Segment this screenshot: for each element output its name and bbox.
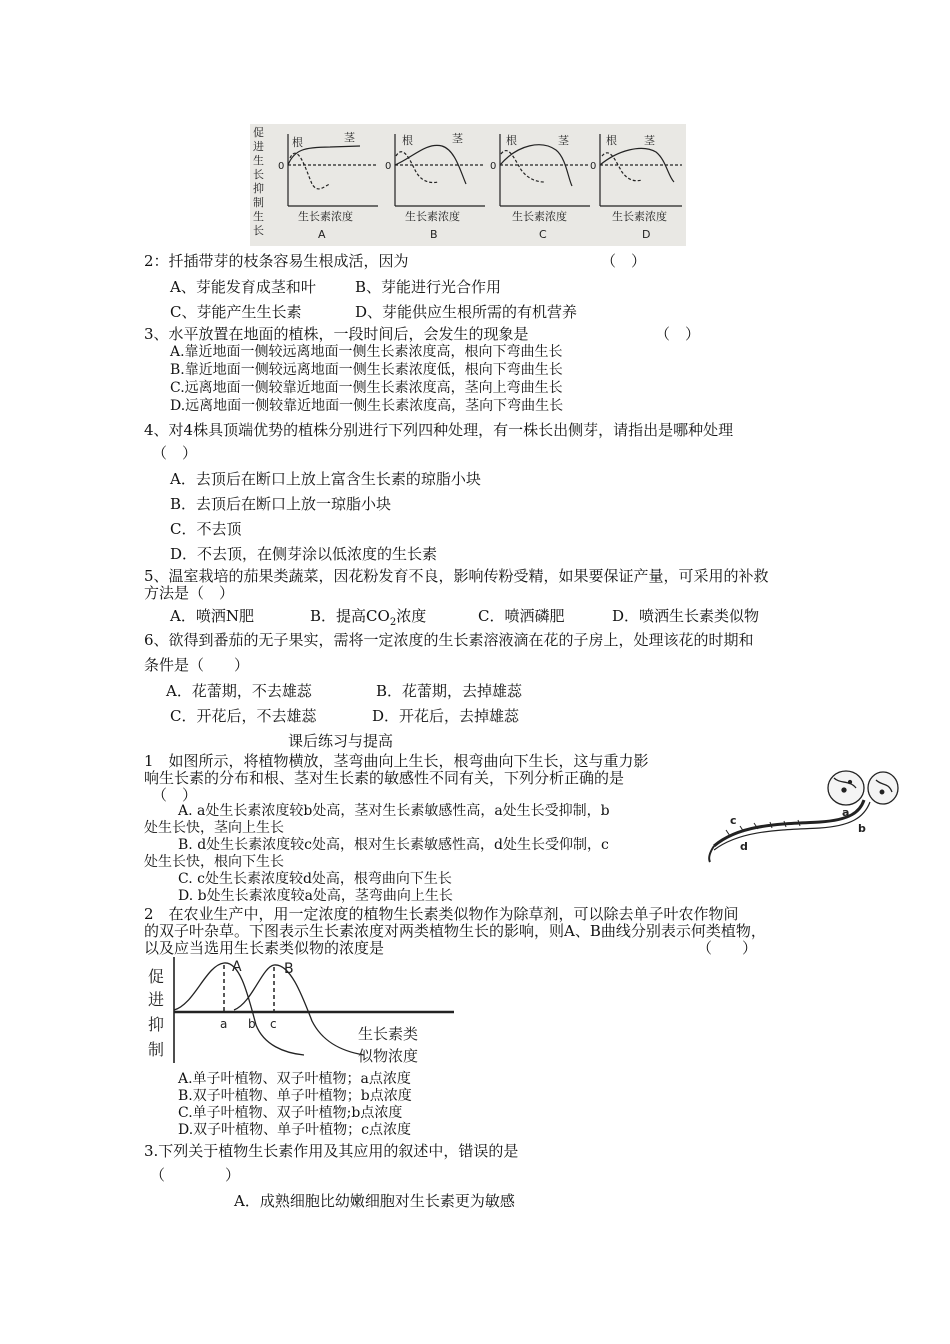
- plant-label-b: b: [858, 822, 866, 835]
- q6-option-b[interactable]: B．花蕾期，去掉雄蕊: [376, 682, 523, 700]
- y-label-char: 制: [148, 1040, 165, 1059]
- curve-a-label: A: [232, 959, 242, 975]
- y-label-char: 生: [253, 210, 264, 223]
- q3-option-c[interactable]: C.远离地面一侧较靠近地面一侧生长素浓度高，茎向上弯曲生长: [170, 380, 563, 396]
- panel-letter: D: [642, 228, 651, 241]
- y-label-char: 促: [148, 967, 165, 986]
- p1-option-a-line2: 处生长快，茎向上生长: [144, 820, 284, 836]
- x-axis-label: 生长素浓度: [512, 210, 567, 223]
- q3-option-b[interactable]: B.靠近地面一侧较远离地面一侧生长素浓度低，根向下弯曲生长: [170, 362, 563, 378]
- q5-stem-line1: 5、温室栽培的茄果类蔬菜，因花粉发育不良，影响传粉受精，如果要保证产量，可采用的补救: [144, 567, 769, 585]
- p3-answer-paren[interactable]: （ ）: [150, 1166, 241, 1184]
- q5-stem-line2: 方法是（ ）: [144, 584, 235, 602]
- p1-option-b-line1[interactable]: B. d处生长素浓度较c处高，根对生长素敏感性高，d处生长受仰制，c: [178, 837, 609, 853]
- y-label-char: 进: [148, 990, 165, 1009]
- p1-stem-line1: 1 如图所示，将植物横放，茎弯曲向上生长，根弯曲向下生长，这与重力影: [144, 752, 649, 770]
- q4-option-a[interactable]: A．去顶后在断口上放上富含生长素的琼脂小块: [170, 470, 481, 488]
- q3-stem: 3、水平放置在地面的植株，一段时间后，会发生的现象是: [144, 325, 529, 343]
- p2-option-d[interactable]: D.双子叶植物、单子叶植物；c点浓度: [178, 1122, 412, 1138]
- x-axis-label-line2: 似物浓度: [358, 1047, 419, 1065]
- y-label-char: 进: [253, 140, 264, 153]
- stem-label: 茎: [644, 134, 655, 147]
- x-axis-label: 生长素浓度: [298, 210, 353, 223]
- q3-answer-paren[interactable]: （ ）: [655, 325, 701, 343]
- q2-option-b[interactable]: B、芽能进行光合作用: [355, 278, 502, 296]
- q4-answer-paren[interactable]: （ ）: [152, 444, 198, 462]
- plant-label-a: a: [842, 806, 850, 819]
- q6-option-c[interactable]: C．开花后，不去雄蕊: [170, 707, 317, 725]
- q6-option-a[interactable]: A．花蕾期，不去雄蕊: [166, 682, 312, 700]
- p2-answer-paren[interactable]: （ ）: [697, 939, 758, 957]
- p1-option-c[interactable]: C. c处生长素浓度较d处高，根弯曲向下生长: [178, 871, 452, 887]
- q5-option-b-pre: B．提高CO: [310, 607, 390, 625]
- p2-option-b[interactable]: B.双子叶植物、单子叶植物；b点浓度: [178, 1088, 412, 1104]
- plant-label-d: d: [740, 840, 748, 853]
- q4-stem: 4、对4株具顶端优势的植株分别进行下列四种处理，有一株长出侧芽，请指出是哪种处理: [144, 421, 734, 439]
- p2-stem-line3: 以及应当选用生长素类似物的浓度是: [144, 939, 385, 957]
- tick-a-label: a: [220, 1017, 228, 1031]
- y-label-char: 长: [253, 168, 264, 181]
- q3-option-d[interactable]: D.远离地面一侧较靠近地面一侧生长素浓度高，茎向下弯曲生长: [170, 398, 564, 414]
- p1-answer-paren[interactable]: （ ）: [152, 786, 198, 804]
- x-axis-label: 生长素浓度: [405, 210, 460, 223]
- q5-option-b-post: 浓度: [396, 607, 427, 625]
- root-label: 根: [292, 136, 303, 149]
- q2-answer-paren[interactable]: （ ）: [601, 252, 647, 270]
- tick-c-label: c: [270, 1017, 277, 1031]
- panel-letter: C: [539, 228, 547, 241]
- p3-option-a[interactable]: A．成熟细胞比幼嫩细胞对生长素更为敏感: [234, 1192, 515, 1210]
- root-label: 根: [606, 134, 617, 147]
- q2-option-d[interactable]: D、芽能供应生根所需的有机营养: [355, 303, 578, 321]
- zero-label: 0: [590, 161, 597, 172]
- zero-label: 0: [490, 161, 497, 172]
- p1-option-a-line1[interactable]: A. a处生长素浓度较b处高，茎对生长素敏感性高，a处生长受抑制，b: [178, 803, 610, 819]
- plant-label-c: c: [730, 814, 737, 827]
- stem-label: 茎: [558, 134, 569, 147]
- figure-auxin-curves: [250, 124, 686, 246]
- x-axis-label: 生长素浓度: [612, 210, 667, 223]
- q5-option-c[interactable]: C．喷洒磷肥: [478, 607, 565, 625]
- panel-letter: B: [430, 228, 438, 241]
- y-label-char: 生: [253, 154, 264, 167]
- q2-option-a[interactable]: A、芽能发育成茎和叶: [170, 278, 316, 296]
- q6-stem-line1: 6、欲得到番茄的无子果实，需将一定浓度的生长素溶液滴在花的子房上，处理该花的时期和: [144, 631, 754, 649]
- q4-option-b[interactable]: B．去顶后在断口上放一琼脂小块: [170, 495, 392, 513]
- q6-stem-line2: 条件是（ ）: [144, 656, 250, 674]
- root-label: 根: [402, 134, 413, 147]
- q6-option-d[interactable]: D．开花后，去掉雄蕊: [372, 707, 520, 725]
- y-label-char: 抑: [253, 182, 264, 195]
- p2-option-c[interactable]: C.单子叶植物、双子叶植物;b点浓度: [178, 1105, 403, 1121]
- y-label-char: 抑: [148, 1015, 165, 1034]
- p1-stem-line2: 响生长素的分布和根、茎对生长素的敏感性不同有关，下列分析正确的是: [144, 769, 625, 787]
- q5-option-b[interactable]: [310, 607, 426, 632]
- q4-option-c[interactable]: C．不去顶: [170, 520, 242, 538]
- p2-stem-line1: 2 在农业生产中，用一定浓度的植物生长素类似物作为除草剂，可以除去单子叶农作物间: [144, 905, 739, 923]
- q4-option-d[interactable]: D．不去顶，在侧芽涂以低浓度的生长素: [170, 545, 438, 563]
- q2-stem: 2：扦插带芽的枝条容易生根成活，因为: [144, 252, 409, 270]
- curve-b-label: B: [284, 961, 294, 977]
- stem-label: 茎: [344, 131, 355, 144]
- x-axis-label-line1: 生长素类: [358, 1025, 419, 1043]
- q3-option-a[interactable]: A.靠近地面一侧较远离地面一侧生长素浓度高，根向下弯曲生长: [170, 344, 563, 360]
- p1-option-d[interactable]: D. b处生长素浓度较a处高，茎弯曲向上生长: [178, 888, 453, 904]
- q5-option-b-sub: 2: [389, 617, 397, 628]
- root-label: 根: [506, 134, 517, 147]
- y-label-char: 制: [253, 196, 264, 209]
- figure-horizontal-plant: [700, 766, 910, 866]
- figure-two-curves: [144, 955, 464, 1067]
- q5-option-d[interactable]: D．喷洒生长素类似物: [612, 607, 760, 625]
- p1-option-b-line2: 处生长快，根向下生长: [144, 854, 284, 870]
- zero-label: 0: [385, 161, 392, 172]
- panel-letter: A: [318, 228, 326, 241]
- y-label-char: 促: [253, 126, 264, 139]
- stem-label: 茎: [452, 132, 463, 145]
- p2-stem-line2: 的双子叶杂草。下图表示生长素浓度对两类植物生长的影响，则A、B曲线分别表示何类植物，: [144, 922, 766, 940]
- q5-option-a[interactable]: A．喷洒N肥: [170, 607, 254, 625]
- q2-option-c[interactable]: C、芽能产生生长素: [170, 303, 302, 321]
- p3-stem: 3.下列关于植物生长素作用及其应用的叙述中，错误的是: [144, 1142, 519, 1160]
- section-title: 课后练习与提高: [288, 732, 394, 750]
- zero-label: 0: [278, 161, 285, 172]
- y-label-char: 长: [253, 224, 264, 237]
- tick-b-label: b: [248, 1017, 256, 1031]
- p2-option-a[interactable]: A.单子叶植物、双子叶植物；a点浓度: [178, 1071, 411, 1087]
